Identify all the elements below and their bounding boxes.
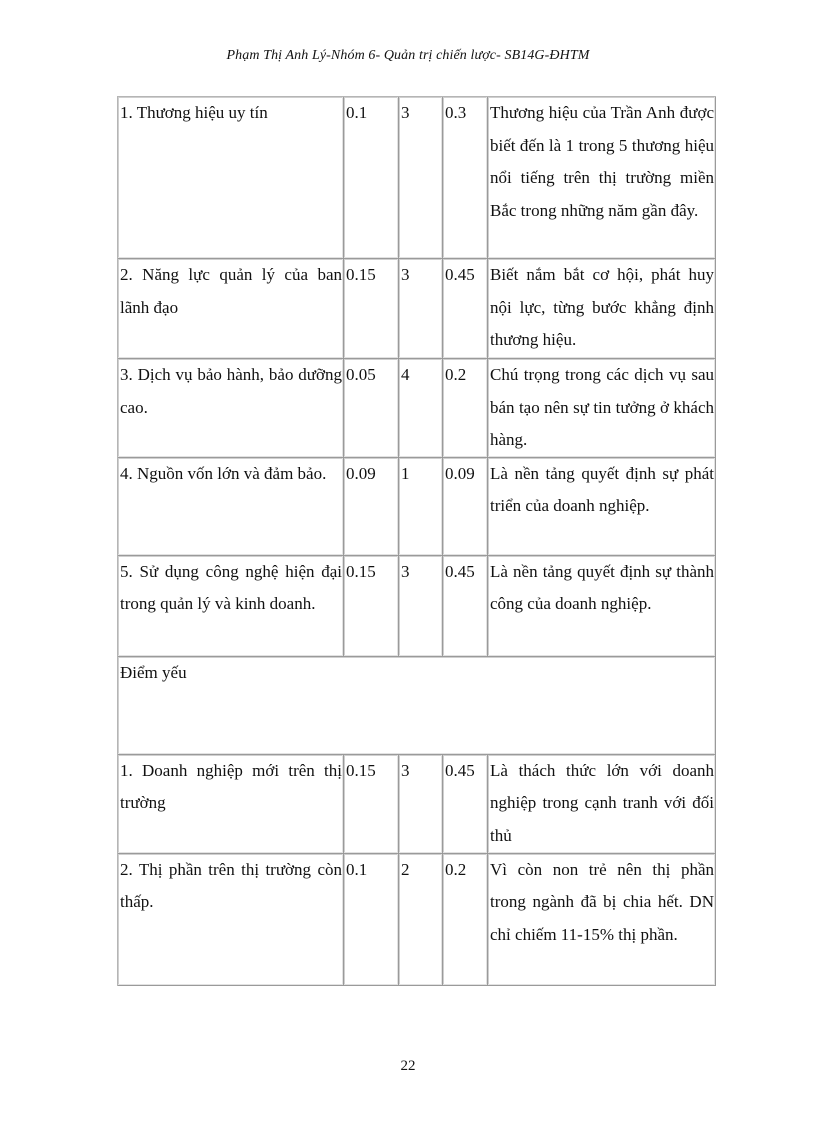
rating-cell: 3 bbox=[399, 755, 443, 854]
remark-cell: Là thách thức lớn với doanh nghiệp trong cạnh tranh với đối thủ bbox=[488, 755, 716, 854]
table-row bbox=[118, 359, 716, 458]
table-row bbox=[118, 259, 716, 359]
weight-cell: 0.15 bbox=[344, 259, 399, 359]
weight-cell: 0.09 bbox=[344, 458, 399, 556]
section-heading-row bbox=[118, 657, 716, 755]
weight-cell: 0.15 bbox=[344, 755, 399, 854]
table-row bbox=[118, 854, 716, 986]
factor-cell: 2. Năng lực quản lý của ban lãnh đạo bbox=[118, 259, 344, 359]
score-cell: 0.09 bbox=[443, 458, 488, 556]
factor-cell: 5. Sử dụng công nghệ hiện đại trong quản lý và kinh doanh. bbox=[118, 556, 344, 657]
factor-cell: 1. Thương hiệu uy tín bbox=[118, 97, 344, 259]
table-row bbox=[118, 458, 716, 556]
score-cell: 0.2 bbox=[443, 359, 488, 458]
score-cell: 0.45 bbox=[443, 755, 488, 854]
factor-cell: 4. Nguồn vốn lớn và đảm bảo. bbox=[118, 458, 344, 556]
table-row bbox=[118, 556, 716, 657]
weakness-heading: Điểm yếu bbox=[118, 657, 716, 755]
remark-cell: Biết nắm bắt cơ hội, phát huy nội lực, từng bước khẳng định thương hiệu. bbox=[488, 259, 716, 359]
factor-cell: 1. Doanh nghiệp mới trên thị trường bbox=[118, 755, 344, 854]
remark-cell: Vì còn non trẻ nên thị phần trong ngành đã bị chia hết. DN chỉ chiếm 11-15% thị phần. bbox=[488, 854, 716, 986]
rating-cell: 4 bbox=[399, 359, 443, 458]
remark-cell: Là nền tảng quyết định sự thành công của doanh nghiệp. bbox=[488, 556, 716, 657]
rating-cell: 3 bbox=[399, 259, 443, 359]
weight-cell: 0.1 bbox=[344, 854, 399, 986]
remark-cell: Là nền tảng quyết định sự phát triển của doanh nghiệp. bbox=[488, 458, 716, 556]
remark-cell: Chú trọng trong các dịch vụ sau bán tạo nên sự tin tưởng ở khách hàng. bbox=[488, 359, 716, 458]
rating-cell: 2 bbox=[399, 854, 443, 986]
page-header: Phạm Thị Anh Lý-Nhóm 6- Quản trị chiến lược- SB14G-ĐHTM bbox=[226, 48, 590, 63]
factor-cell: 2. Thị phần trên thị trường còn thấp. bbox=[118, 854, 344, 986]
rating-cell: 3 bbox=[399, 556, 443, 657]
rating-cell: 3 bbox=[399, 97, 443, 259]
factor-cell: 3. Dịch vụ bảo hành, bảo dưỡng cao. bbox=[118, 359, 344, 458]
remark-cell: Thương hiệu của Trần Anh được biết đến là 1 trong 5 thương hiệu nổi tiếng trên thị trường miền Bắc trong những năm gần đây. bbox=[488, 97, 716, 259]
weight-cell: 0.05 bbox=[344, 359, 399, 458]
score-cell: 0.45 bbox=[443, 556, 488, 657]
table-row bbox=[118, 755, 716, 854]
score-cell: 0.2 bbox=[443, 854, 488, 986]
weight-cell: 0.1 bbox=[344, 97, 399, 259]
weight-cell: 0.15 bbox=[344, 556, 399, 657]
score-cell: 0.45 bbox=[443, 259, 488, 359]
page-number: 22 bbox=[400, 1058, 416, 1074]
score-cell: 0.3 bbox=[443, 97, 488, 259]
table-row bbox=[118, 97, 716, 259]
rating-cell: 1 bbox=[399, 458, 443, 556]
internal-factor-matrix-table bbox=[117, 96, 716, 986]
